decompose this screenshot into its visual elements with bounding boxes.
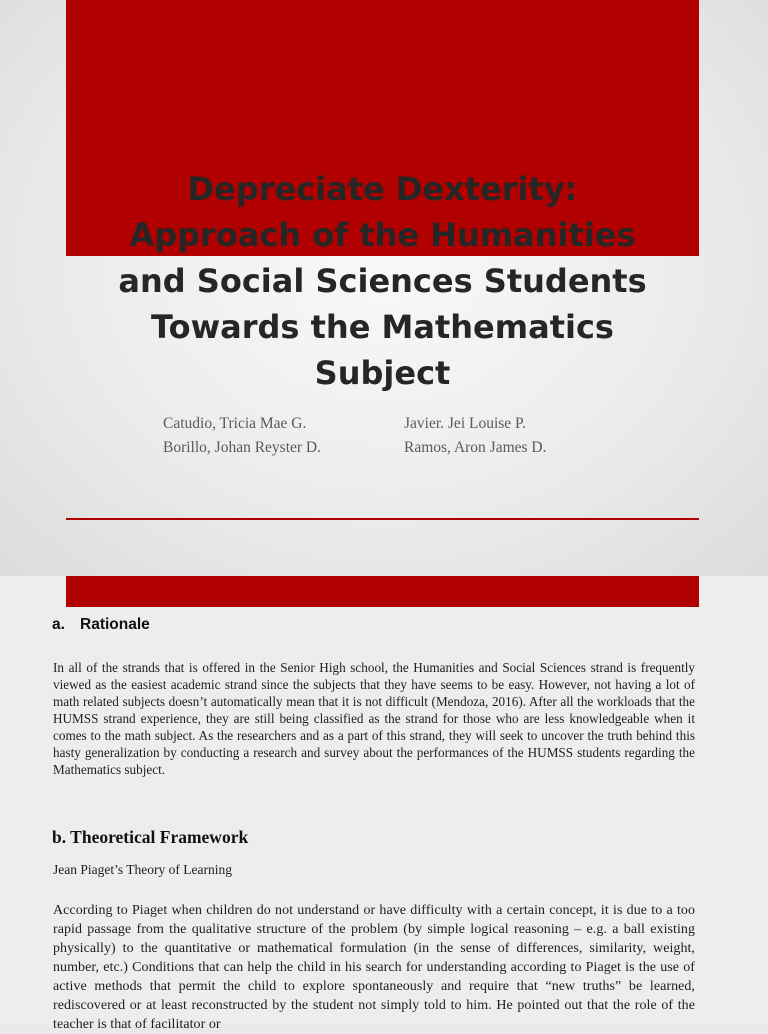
author-name: Borillo, Johan Reyster D. [163,439,321,456]
author-name: Javier. Jei Louise P. [404,415,526,432]
title-line-2: Approach of the Humanities [129,216,636,254]
rationale-paragraph: In all of the strands that is offered in the Senior High school, the Humanities and Social Sciences strand is frequently viewed as the easiest academic strand since the subjects that they have seems to be easy. However, not having a lot of math related subjects doesn’t automatically mean that it is not difficult (Mendoza, 2016). After all the workloads that the HUMSS strand experience, they are still being classified as the strand for those who are less knowledgeable when it comes to the math subject. As the researchers and as a part of this strand, they will seek to uncover the truth behind this hasty generalization by conducting a research and survey about the performances of the HUMSS students regarding the Mathematics subject. [53,660,695,777]
document-page [0,576,768,1032]
section-marker: a. [52,616,65,633]
section-title: Rationale [80,616,150,633]
theory-paragraph: According to Piaget when children do not understand or have difficulty with a certain concept, it is due to a too rapid passage from the qualitative structure of the problem (by simple logical reasoning – e.g. a ball existing physically) to the quantitative or mathematical formulation (in the sense of differences, similarity, weight, number, etc.) Conditions that can help the child in his search for understanding according to Piaget is the use of active methods that permit the child to explore spontaneously and require that “new truths” be learned, rediscovered or at least reconstructed by the student not simply told to him. He pointed out that the role of the teacher is that of facilitator or [53,903,695,1032]
title-line-3: and Social Sciences Students [118,262,647,300]
section-heading-framework: b. Theoretical Framework [52,827,249,847]
theory-subtitle: Jean Piaget’s Theory of Learning [53,862,232,877]
author-name: Ramos, Aron James D. [404,439,547,456]
section-heading-rationale [52,616,150,634]
author-name: Catudio, Tricia Mae G. [163,415,307,432]
title-line-5: Subject [314,354,451,392]
slide-title [66,166,699,396]
title-line-4: Towards the Mathematics [151,308,614,346]
divider-rule [66,518,699,520]
red-band-bottom [66,576,699,607]
title-line-1: Depreciate Dexterity: [187,170,578,208]
